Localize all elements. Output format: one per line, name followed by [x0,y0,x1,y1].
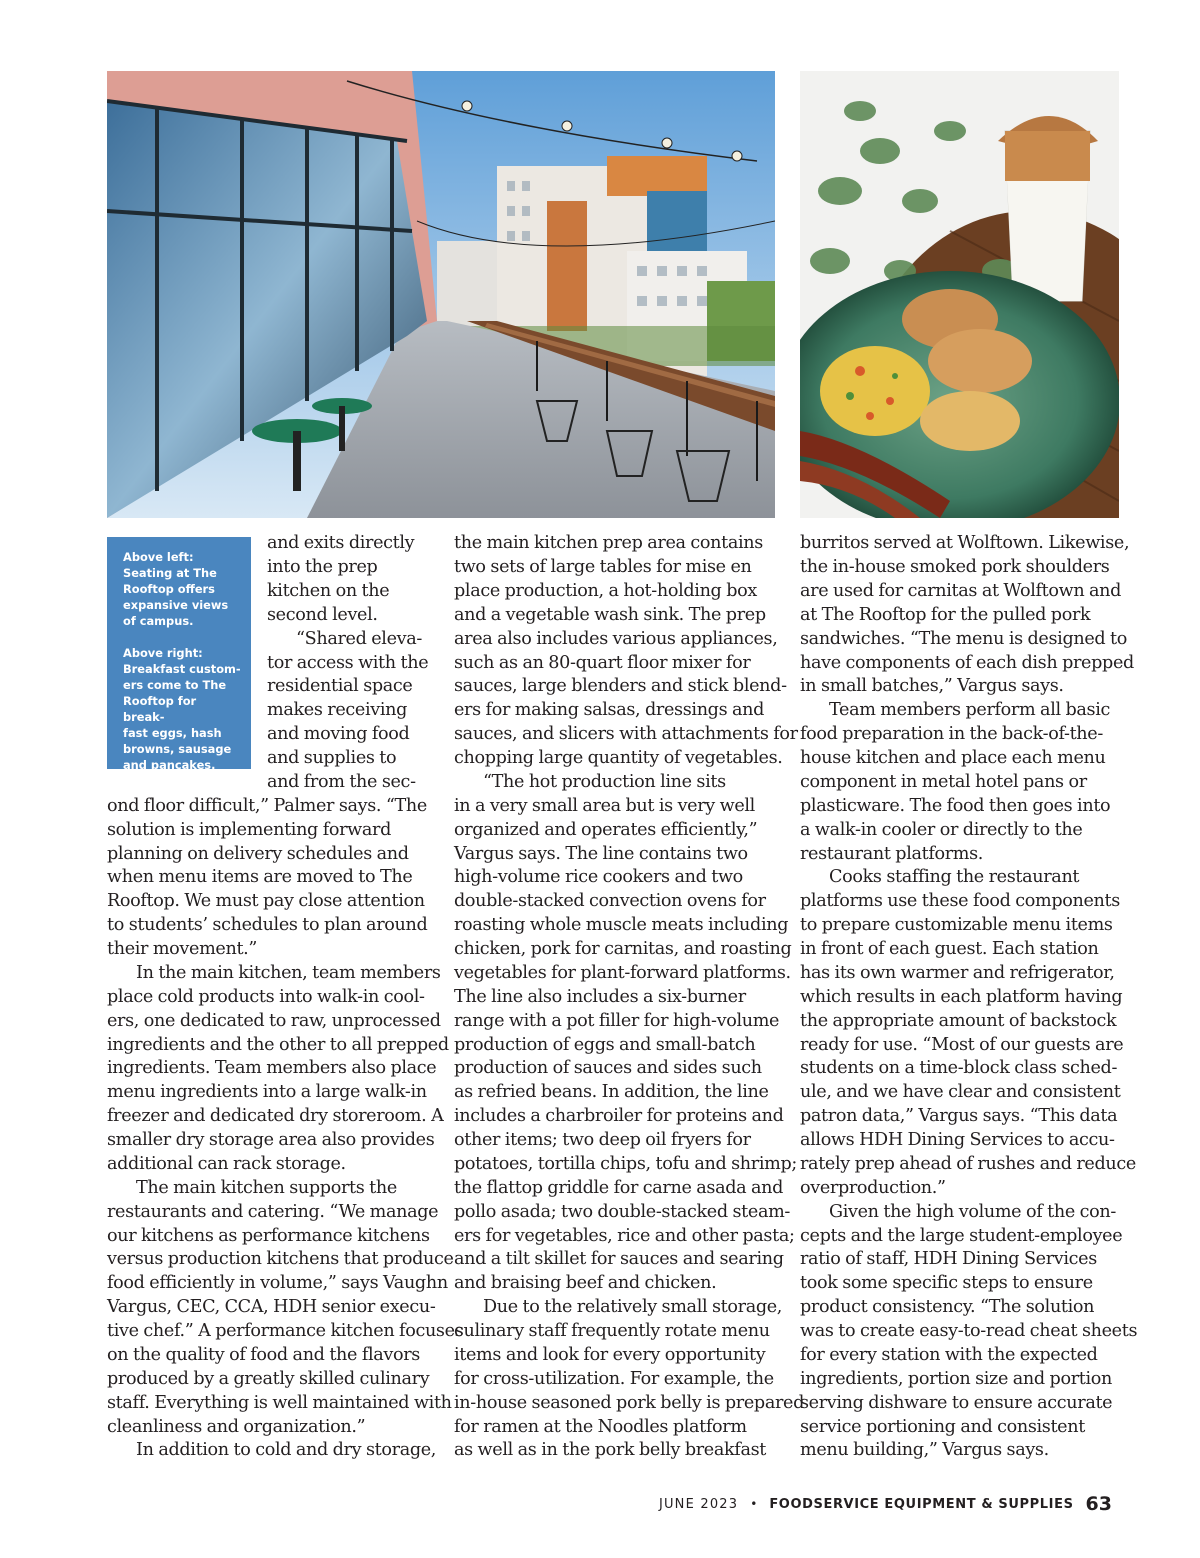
body-line: as well as in the pork belly breakfast [454,1440,767,1460]
body-line: second level. [267,605,378,625]
body-line: ingredients and the other to all prepped [107,1035,449,1055]
body-line: sauces, large blenders and stick blend- [454,676,787,696]
body-line: ule, and we have clear and consistent [800,1082,1121,1102]
photo-caption-box [107,537,251,772]
body-line: tor access with the [267,653,429,673]
body-line: sandwiches. “The menu is designed to [800,629,1128,649]
body-line: “The hot production line sits [483,772,726,792]
body-line: rately prep ahead of rushes and reduce [800,1154,1136,1174]
breakfast-plate-image [800,71,1119,518]
body-line: house kitchen and place each menu [800,748,1106,768]
body-line: chopping large quantity of vegetables. [454,748,783,768]
body-line: the main kitchen prep area contains [454,533,763,553]
body-line: pollo asada; two double-stacked steam- [454,1202,791,1222]
body-line: Vargus says. The line contains two [454,844,748,864]
body-line: our kitchens as performance kitchens [107,1226,430,1246]
magazine-title: FOODSERVICE EQUIPMENT & SUPPLIES [769,1496,1074,1512]
body-line: took some specific steps to ensure [800,1273,1093,1293]
body-line: vegetables for plant-forward platforms. [454,963,791,983]
body-line: platforms use these food components [800,891,1120,911]
body-line: ond floor difficult,” Palmer says. “The [107,796,427,816]
rooftop-seating-image [107,71,775,518]
body-line: potatoes, tortilla chips, tofu and shrimp; [454,1154,797,1174]
body-line: Given the high volume of the con- [829,1202,1116,1222]
body-line: chicken, pork for carnitas, and roasting [454,939,792,959]
body-line: and from the sec- [267,772,416,792]
caption-right: Above right: Breakfast custom- ers come to The Rooftop for break- fast eggs, hash browns, sausage and pancakes. [123,646,241,772]
body-line: and exits directly [267,533,415,553]
body-line: restaurants and catering. “We manage [107,1202,439,1222]
body-line: solution is implementing forward [107,820,391,840]
body-line: cepts and the large student-employee [800,1226,1123,1246]
page-footer [659,1492,1112,1516]
body-line: versus production kitchens that produce [107,1249,454,1269]
page-number: 63 [1085,1493,1112,1515]
body-line: and braising beef and chicken. [454,1273,717,1293]
body-line: the appropriate amount of backstock [800,1011,1117,1031]
body-line: product consistency. “The solution [800,1297,1095,1317]
body-line: Cooks staffing the restaurant [829,867,1080,887]
body-line: smaller dry storage area also provides [107,1130,435,1150]
body-line: to prepare customizable menu items [800,915,1113,935]
body-line: planning on delivery schedules and [107,844,409,864]
body-line: production of sauces and sides such [454,1058,762,1078]
body-line: was to create easy-to-read cheat sheets [800,1321,1138,1341]
body-line: in front of each guest. Each station [800,939,1099,959]
body-line: has its own warmer and refrigerator, [800,963,1115,983]
body-line: a walk-in cooler or directly to the [800,820,1083,840]
body-line: high-volume rice cookers and two [454,867,743,887]
body-line: restaurant platforms. [800,844,984,864]
body-line: In addition to cold and dry storage, [136,1440,437,1460]
body-line: students on a time-block class sched- [800,1058,1118,1078]
body-line: freezer and dedicated dry storeroom. A [107,1106,444,1126]
body-line: The line also includes a six-burner [454,987,746,1007]
body-line: “Shared eleva- [296,629,422,649]
body-line: have components of each dish prepped [800,653,1134,673]
caption-left: Above left: Seating at The Rooftop offers expansive views of campus. [123,550,229,628]
body-line: service portioning and consistent [800,1417,1085,1437]
body-line: when menu items are moved to The [107,867,413,887]
body-line: plasticware. The food then goes into [800,796,1111,816]
body-line: double-stacked convection ovens for [454,891,766,911]
body-line: in-house seasoned pork belly is prepared [454,1393,804,1413]
body-line: ers for vegetables, rice and other pasta; [454,1226,795,1246]
body-line: and moving food [267,724,410,744]
body-line: organized and operates efficiently,” [454,820,758,840]
body-line: includes a charbroiler for proteins and [454,1106,784,1126]
body-line: which results in each platform having [800,987,1123,1007]
body-line: food preparation in the back-of-the- [800,724,1103,744]
body-line: and supplies to [267,748,397,768]
body-line: The main kitchen supports the [136,1178,397,1198]
body-line: staff. Everything is well maintained with [107,1393,452,1413]
body-line: ers, one dedicated to raw, unprocessed [107,1011,441,1031]
body-line: on the quality of food and the flavors [107,1345,420,1365]
body-line: Team members perform all basic [829,700,1111,720]
issue-date: JUNE 2023 [658,1496,739,1512]
body-line: area also includes various appliances, [454,629,778,649]
body-line: patron data,” Vargus says. “This data [800,1106,1118,1126]
body-line: Due to the relatively small storage, [483,1297,783,1317]
body-line: and a vegetable wash sink. The prep [454,605,766,625]
body-line: ers for making salsas, dressings and [454,700,765,720]
body-line: place cold products into walk-in cool- [107,987,425,1007]
body-line: ingredients. Team members also place [107,1058,437,1078]
body-line: the flattop griddle for carne asada and [454,1178,784,1198]
body-line: residential space [267,676,413,696]
body-line: for cross-utilization. For example, the [454,1369,774,1389]
body-line: in small batches,” Vargus says. [800,676,1064,696]
body-line: food efficiently in volume,” says Vaughn [107,1273,448,1293]
body-line: items and look for every opportunity [454,1345,766,1365]
body-line: the in-house smoked pork shoulders [800,557,1110,577]
breakfast-plate-photo [800,71,1119,518]
body-line: to students’ schedules to plan around [107,915,428,935]
body-line: component in metal hotel pans or [800,772,1087,792]
body-line: at The Rooftop for the pulled pork [800,605,1091,625]
body-line: place production, a hot-holding box [454,581,757,601]
body-line: cleanliness and organization.” [107,1417,366,1437]
body-line: as refried beans. In addition, the line [454,1082,769,1102]
body-line: produced by a greatly skilled culinary [107,1369,430,1389]
body-line: their movement.” [107,939,258,959]
body-line: ratio of staff, HDH Dining Services [800,1249,1097,1269]
body-line: culinary staff frequently rotate menu [454,1321,770,1341]
body-line: In the main kitchen, team members [136,963,441,983]
body-line: two sets of large tables for mise en [454,557,752,577]
body-line: kitchen on the [267,581,390,601]
body-line: additional can rack storage. [107,1154,346,1174]
body-line: burritos served at Wolftown. Likewise, [800,533,1130,553]
body-line: tive chef.” A performance kitchen focuses [107,1321,464,1341]
body-line: menu building,” Vargus says. [800,1440,1049,1460]
body-line: roasting whole muscle meats including [454,915,789,935]
body-line: Rooftop. We must pay close attention [107,891,425,911]
body-line: for every station with the expected [800,1345,1098,1365]
body-line: makes receiving [267,700,407,720]
body-line: and a tilt skillet for sauces and searing [454,1249,784,1269]
body-line: ingredients, portion size and portion [800,1369,1112,1389]
body-line: in a very small area but is very well [454,796,755,816]
body-line: range with a pot filler for high-volume [454,1011,780,1031]
rooftop-seating-photo [107,71,775,518]
footer-separator: • [750,1497,758,1511]
body-line: are used for carnitas at Wolftown and [800,581,1122,601]
body-line: sauces, and slicers with attachments for [454,724,798,744]
body-line: menu ingredients into a large walk-in [107,1082,427,1102]
body-line: overproduction.” [800,1178,946,1198]
body-line: allows HDH Dining Services to accu- [800,1130,1115,1150]
body-line: Vargus, CEC, CCA, HDH senior execu- [107,1297,436,1317]
body-line: for ramen at the Noodles platform [454,1417,747,1437]
body-line: production of eggs and small-batch [454,1035,756,1055]
body-line: ready for use. “Most of our guests are [800,1035,1124,1055]
body-line: serving dishware to ensure accurate [800,1393,1113,1413]
body-line: into the prep [267,557,378,577]
body-line: other items; two deep oil fryers for [454,1130,751,1150]
body-line: such as an 80-quart floor mixer for [454,653,751,673]
